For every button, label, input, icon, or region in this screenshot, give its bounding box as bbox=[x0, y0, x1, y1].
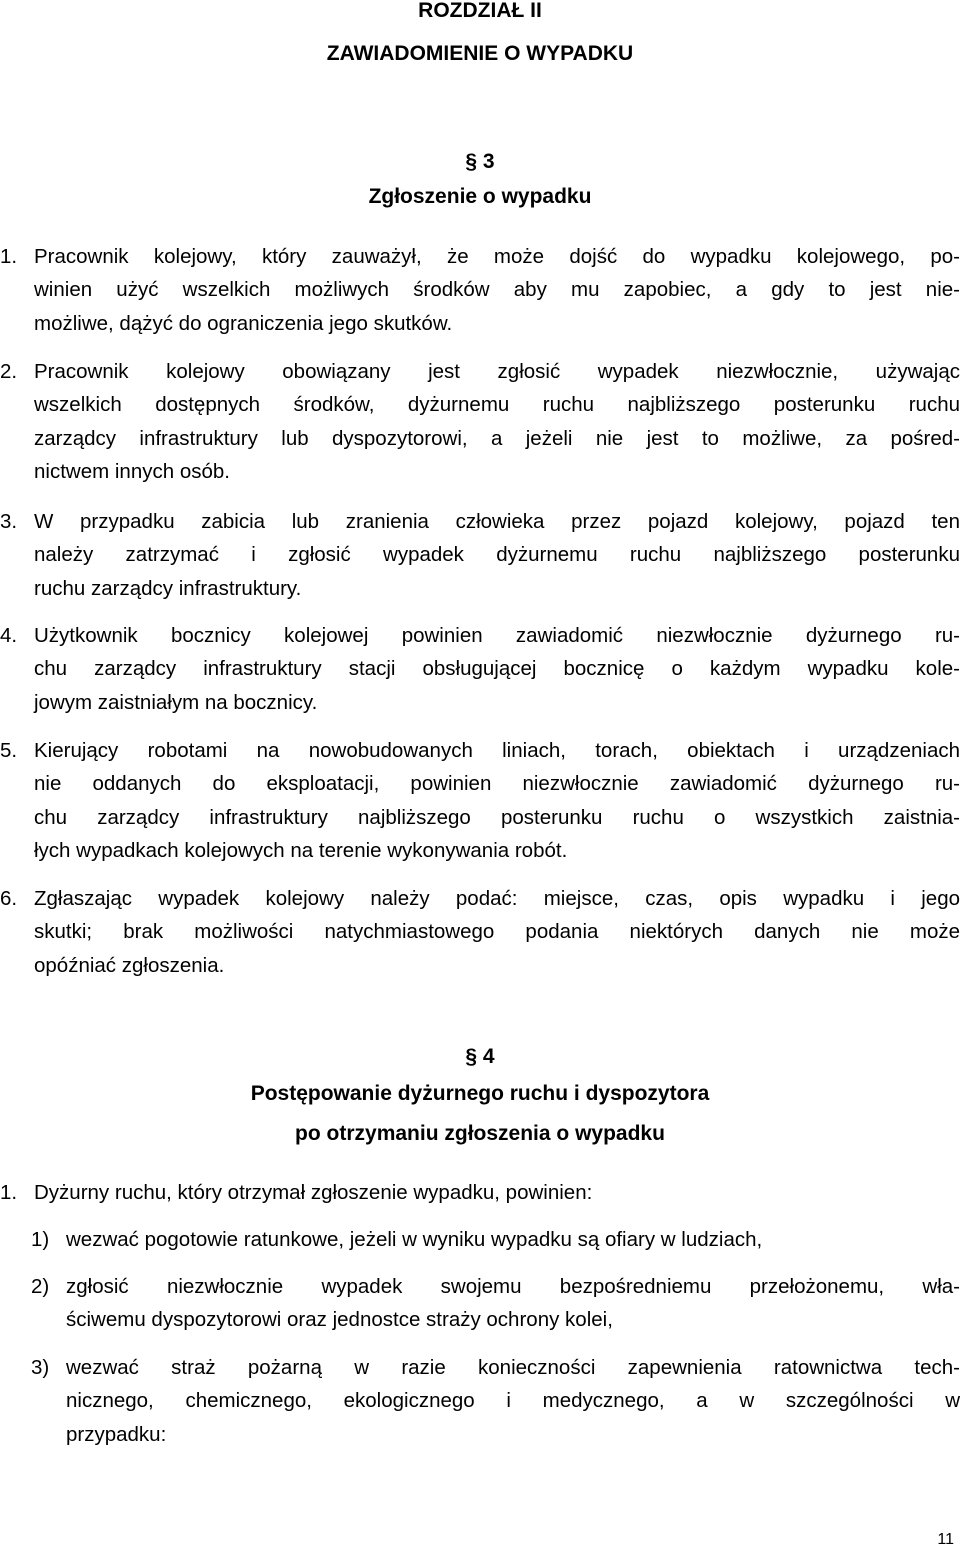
section-4-list-item-1 bbox=[0, 1223, 960, 1257]
paragraph-text: Kierujący robotami na nowobudowanych liniach, torach, obiektach i urządzeniach nie oddanych do eksploatacji, powinien niezwłocznie zawiadomić dyżurnego ru- chu zarządcy infrastruktury najbliższego posterunku ruchu o wszystkich zaistnia- łych wypadkach kolejowych na terenie wykonywania robót. bbox=[34, 739, 960, 863]
paragraph-text: Użytkownik bocznicy kolejowej powinien zawiadomić niezwłocznie dyżurnego ru- chu zarządcy infrastruktury stacji obsługującej bocznicę o każdym wypadku kole- jowym zaistniałym na bocznicy. bbox=[34, 624, 960, 714]
section-3-paragraph-4 bbox=[0, 619, 960, 720]
paragraph-number: 4. bbox=[0, 624, 18, 647]
page-number: 11 bbox=[937, 1531, 954, 1548]
paragraph-number: 6. bbox=[0, 887, 18, 910]
chapter-label: ROZDZIAŁ II bbox=[418, 0, 542, 22]
section-3-paragraph-6 bbox=[0, 882, 960, 983]
section-4-list-item-3 bbox=[0, 1351, 960, 1452]
list-item-text: wezwać pogotowie ratunkowe, jeżeli w wyniku wypadku są ofiary w ludziach, bbox=[66, 1228, 763, 1251]
section-3-paragraph-5 bbox=[0, 734, 960, 868]
list-item-number: 1) bbox=[31, 1228, 50, 1251]
section-3-paragraph-2 bbox=[0, 355, 960, 489]
paragraph-text: Zgłaszając wypadek kolejowy należy podać: miejsce, czas, opis wypadku i jego skutki; brak możliwości natychmiastowego podania niektórych danych nie może opóźniać zgłoszenia. bbox=[34, 887, 960, 977]
section-3-paragraph-1 bbox=[0, 240, 960, 341]
list-item-text: wezwać straż pożarną w razie konieczności zapewnienia ratownictwa tech- nicznego, chemicznego, ekologicznego i medycznego, a w szczególności w przypadku: bbox=[66, 1356, 960, 1446]
list-item-number: 2) bbox=[31, 1275, 50, 1298]
section-4-title-line-1: Postępowanie dyżurnego ruchu i dyspozytora bbox=[250, 1082, 710, 1105]
section-3-title: Zgłoszenie o wypadku bbox=[368, 185, 592, 208]
paragraph-text: Pracownik kolejowy, który zauważył, że może dojść do wypadku kolejowego, po- winien użyć wszelkich możliwych środków aby mu zapobiec, a gdy to jest nie- możliwe, dążyć do ograniczenia jego skutków. bbox=[34, 245, 960, 335]
list-item-text: zgłosić niezwłocznie wypadek swojemu bezpośredniemu przełożonemu, wła- ściwemu dyspozytorowi oraz jednostce straży ochrony kolei, bbox=[66, 1275, 960, 1332]
section-4-title-line-2: po otrzymaniu zgłoszenia o wypadku bbox=[295, 1122, 665, 1145]
paragraph-text: Dyżurny ruchu, który otrzymał zgłoszenie wypadku, powinien: bbox=[34, 1181, 593, 1204]
chapter-title: ZAWIADOMIENIE O WYPADKU bbox=[326, 42, 634, 65]
paragraph-text: Pracownik kolejowy obowiązany jest zgłosić wypadek niezwłocznie, używając wszelkich dostępnych środków, dyżurnemu ruchu najbliższego posterunku ruchu zarządcy infrastruktury lub dyspozytorowi, a jeżeli nie jest to możliwe, za pośred- nictwem innych osób. bbox=[34, 360, 960, 484]
section-4-paragraph-1 bbox=[0, 1176, 960, 1210]
paragraph-number: 1. bbox=[0, 245, 18, 268]
paragraph-number: 5. bbox=[0, 739, 18, 762]
section-4-list-item-2 bbox=[0, 1270, 960, 1338]
paragraph-number: 3. bbox=[0, 510, 18, 533]
section-4-number: § 4 bbox=[465, 1045, 495, 1068]
section-3-number: § 3 bbox=[465, 150, 495, 173]
list-item-number: 3) bbox=[31, 1356, 50, 1379]
paragraph-number: 2. bbox=[0, 360, 18, 383]
section-3-paragraph-3 bbox=[0, 505, 960, 606]
paragraph-text: W przypadku zabicia lub zranienia człowieka przez pojazd kolejowy, pojazd ten należy zatrzymać i zgłosić wypadek dyżurnemu ruchu najbliższego posterunku ruchu zarządcy infrastruktury. bbox=[34, 510, 960, 600]
paragraph-number: 1. bbox=[0, 1181, 18, 1204]
